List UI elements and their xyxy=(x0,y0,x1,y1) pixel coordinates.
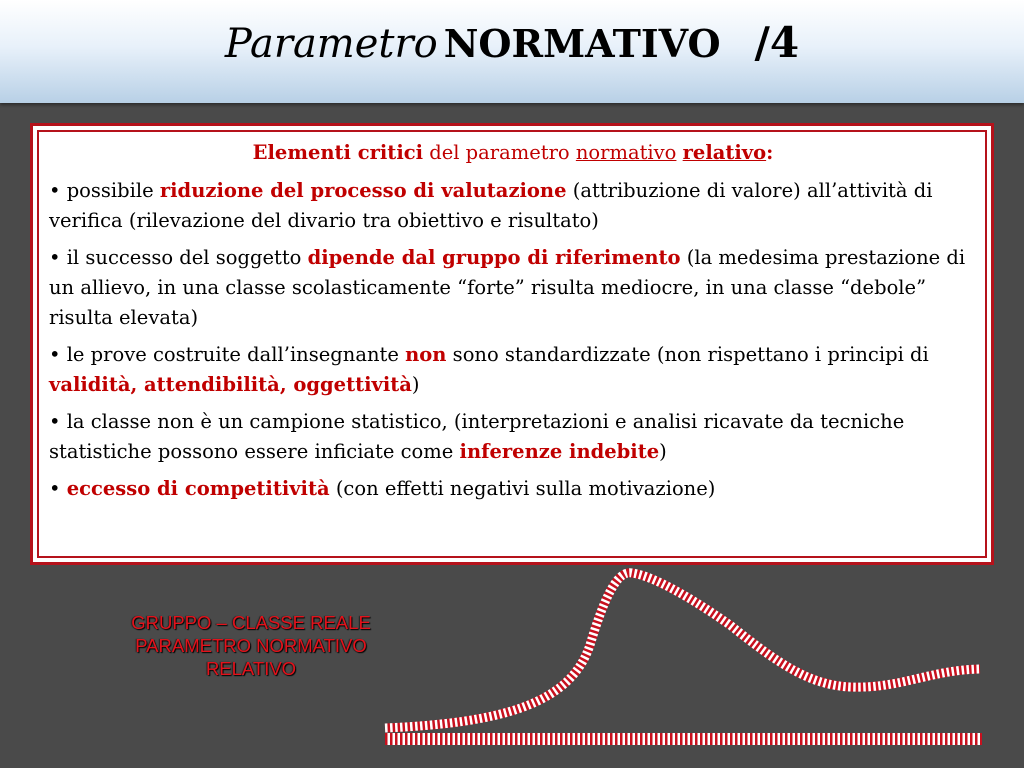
bullet-emphasis: dipende dal gruppo di riferimento xyxy=(307,246,681,269)
content-heading xyxy=(49,138,977,168)
heading-text: del parametro xyxy=(423,141,576,164)
bullet-text: • la classe non è un campione statistico, (interpretazioni e analisi ricavate da tecniche statistiche possono essere inficiate come xyxy=(49,410,905,463)
bullet-text: (la medesima prestazione di un allievo, in una classe scolasticamente “forte” risulta mediocre, in una classe “debole” risulta elevata) xyxy=(49,246,966,329)
bullet-item xyxy=(49,176,977,236)
bullet-text: ) xyxy=(411,373,420,396)
bullet-text: • xyxy=(49,477,67,500)
bullet-text: ) xyxy=(659,440,667,463)
bullet-text: (attribuzione di valore) all’attività di verifica (rilevazione del divario tra obiettivo e risultato) xyxy=(49,179,933,232)
heading-relativo: relativo xyxy=(682,141,767,164)
bullet-emphasis: non xyxy=(405,343,447,366)
caption-line: PARAMETRO NORMATIVO xyxy=(135,635,367,656)
heading-colon: : xyxy=(766,141,774,164)
bullet-text: • il successo del soggetto xyxy=(49,246,308,269)
bullet-emphasis: eccesso di competitività xyxy=(66,477,330,500)
bullet-item xyxy=(49,407,977,467)
distribution-curve-graphic xyxy=(380,565,990,755)
bullet-text: • le prove costruite dall’insegnante xyxy=(49,343,406,366)
distribution-curve xyxy=(385,573,980,728)
caption-line: GRUPPO – CLASSE REALE xyxy=(131,612,371,633)
title-italic-part: Parametro xyxy=(224,21,438,67)
bullet-item xyxy=(49,474,977,504)
content-box xyxy=(37,130,987,558)
title-bar xyxy=(0,0,1024,103)
bullet-item xyxy=(49,340,977,400)
content-frame xyxy=(30,123,994,565)
group-caption xyxy=(96,611,406,680)
bullet-item xyxy=(49,243,977,333)
heading-normativo: normativo xyxy=(575,141,677,164)
bullet-text: (con effetti negativi sulla motivazione) xyxy=(329,477,716,500)
title-slide-number: /4 xyxy=(754,18,800,67)
bullet-emphasis: validità, attendibilità, oggettività xyxy=(49,373,412,396)
slide-title xyxy=(0,18,1024,67)
bullet-text: • possibile xyxy=(49,179,160,202)
bullet-text: sono standardizzate (non rispettano i principi di xyxy=(446,343,929,366)
baseline-axis xyxy=(385,733,982,745)
caption-line: RELATIVO xyxy=(205,658,297,679)
title-bold-part: NORMATIVO xyxy=(443,21,721,66)
bullet-emphasis: inferenze indebite xyxy=(459,440,660,463)
heading-critical-elements: Elementi critici xyxy=(252,141,424,164)
bullet-emphasis: riduzione del processo di valutazione xyxy=(159,179,567,202)
